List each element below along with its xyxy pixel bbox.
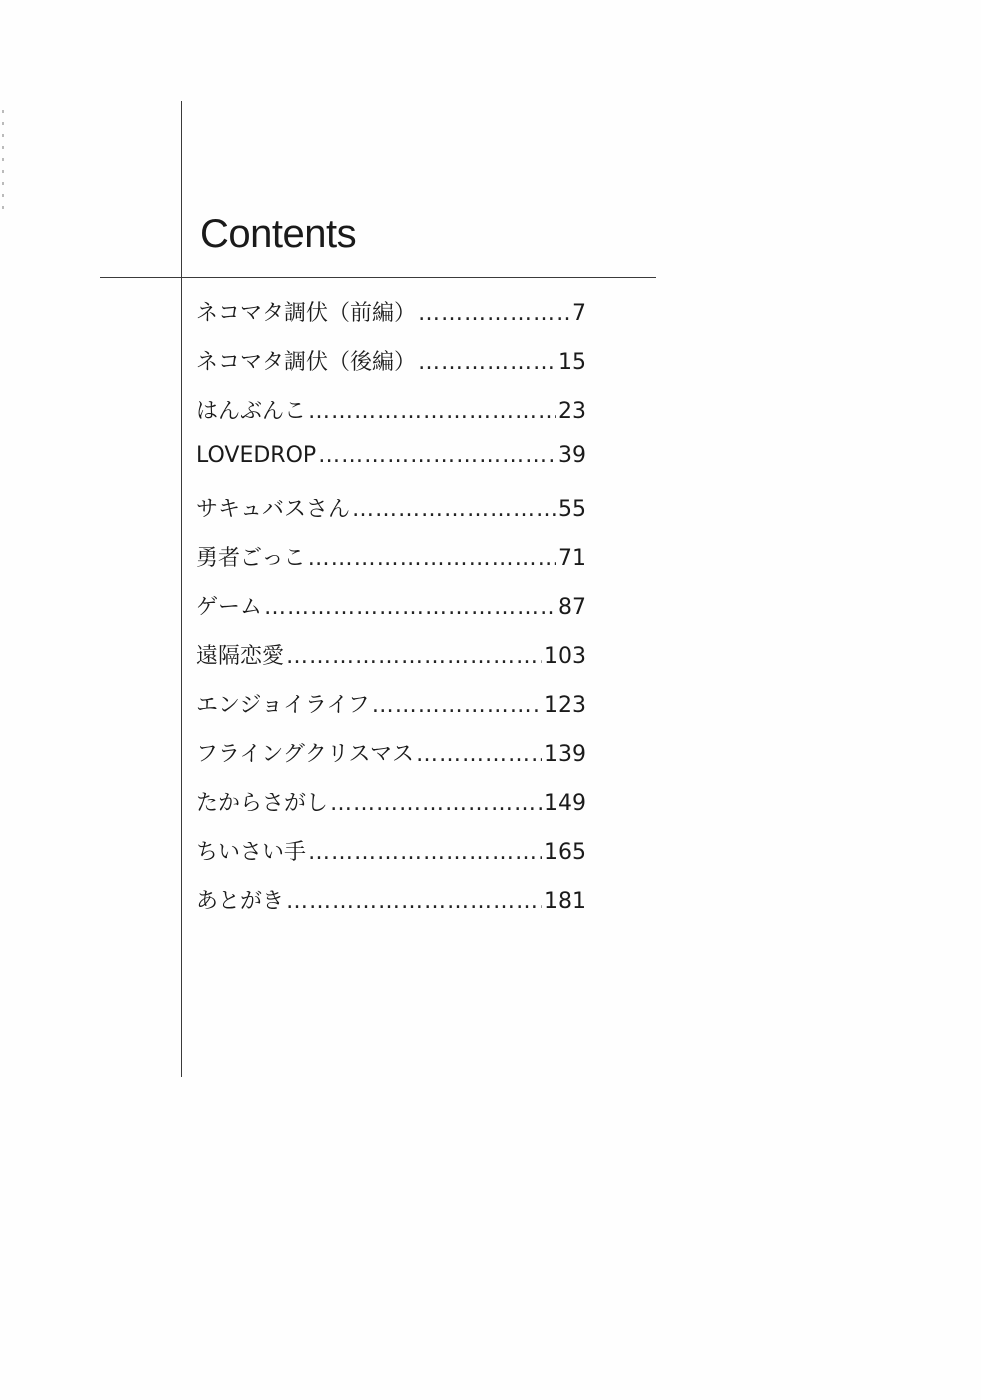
toc-entry-title: サキュバスさん: [196, 497, 351, 522]
toc-entry-title: あとがき: [196, 889, 285, 914]
table-of-contents: [196, 296, 586, 933]
toc-leader-dots: [286, 889, 542, 914]
toc-entry-6[interactable]: [196, 541, 586, 590]
toc-leader-dots: [308, 399, 556, 424]
toc-entry-10[interactable]: [196, 737, 586, 786]
toc-leader-dots: [264, 595, 556, 620]
toc-entry-page: 71: [558, 546, 586, 571]
toc-entry-page: 181: [544, 889, 586, 914]
vertical-rule: [181, 101, 182, 1077]
toc-entry-page: 165: [544, 840, 586, 865]
toc-entry-page: 7: [572, 301, 586, 326]
toc-entry-7[interactable]: [196, 590, 586, 639]
toc-entry-1[interactable]: [196, 296, 586, 345]
toc-leader-dots: [416, 742, 542, 767]
toc-leader-dots: [352, 497, 556, 522]
toc-entry-title: エンジョイライフ: [196, 693, 370, 718]
toc-leader-dots: [308, 546, 556, 571]
toc-entry-page: 123: [544, 693, 586, 718]
toc-entry-page: 149: [544, 791, 586, 816]
toc-entry-page: 15: [558, 350, 586, 375]
toc-entry-title: はんぶんこ: [196, 399, 307, 424]
toc-entry-11[interactable]: [196, 786, 586, 835]
toc-entry-title: フライングクリスマス: [196, 742, 415, 767]
contents-heading: Contents: [200, 212, 357, 256]
toc-entry-2[interactable]: [196, 345, 586, 394]
toc-entry-page: 39: [558, 443, 586, 468]
toc-entry-title: LOVEDROP: [196, 443, 317, 468]
toc-entry-title: たからさがし: [196, 791, 329, 816]
toc-entry-title: 勇者ごっこ: [196, 546, 306, 571]
toc-entry-title: ちいさい手: [196, 840, 307, 865]
toc-leader-dots: [286, 644, 542, 669]
toc-entry-title: ゲーム: [196, 595, 263, 620]
toc-entry-8[interactable]: [196, 639, 586, 688]
toc-leader-dots: [418, 301, 570, 326]
horizontal-rule: [100, 277, 656, 278]
toc-entry-12[interactable]: [196, 835, 586, 884]
toc-leader-dots: [308, 840, 542, 865]
toc-entry-title: 遠隔恋愛: [196, 644, 285, 669]
toc-entry-page: 103: [544, 644, 586, 669]
toc-entry-13[interactable]: [196, 884, 586, 933]
margin-mark: [2, 110, 4, 210]
toc-entry-4[interactable]: [196, 443, 586, 492]
toc-entry-title: ネコマタ調伏（後編）: [196, 350, 417, 375]
toc-entry-page: 139: [544, 742, 586, 767]
toc-leader-dots: [330, 791, 542, 816]
toc-leader-dots: [318, 443, 556, 468]
toc-entry-title: ネコマタ調伏（前編）: [196, 301, 417, 326]
toc-entry-page: 87: [558, 595, 586, 620]
toc-entry-page: 23: [558, 399, 586, 424]
toc-entry-3[interactable]: [196, 394, 586, 443]
toc-leader-dots: [372, 693, 542, 718]
toc-entry-page: 55: [558, 497, 586, 522]
toc-entry-5[interactable]: [196, 492, 586, 541]
toc-entry-9[interactable]: [196, 688, 586, 737]
toc-leader-dots: [418, 350, 556, 375]
